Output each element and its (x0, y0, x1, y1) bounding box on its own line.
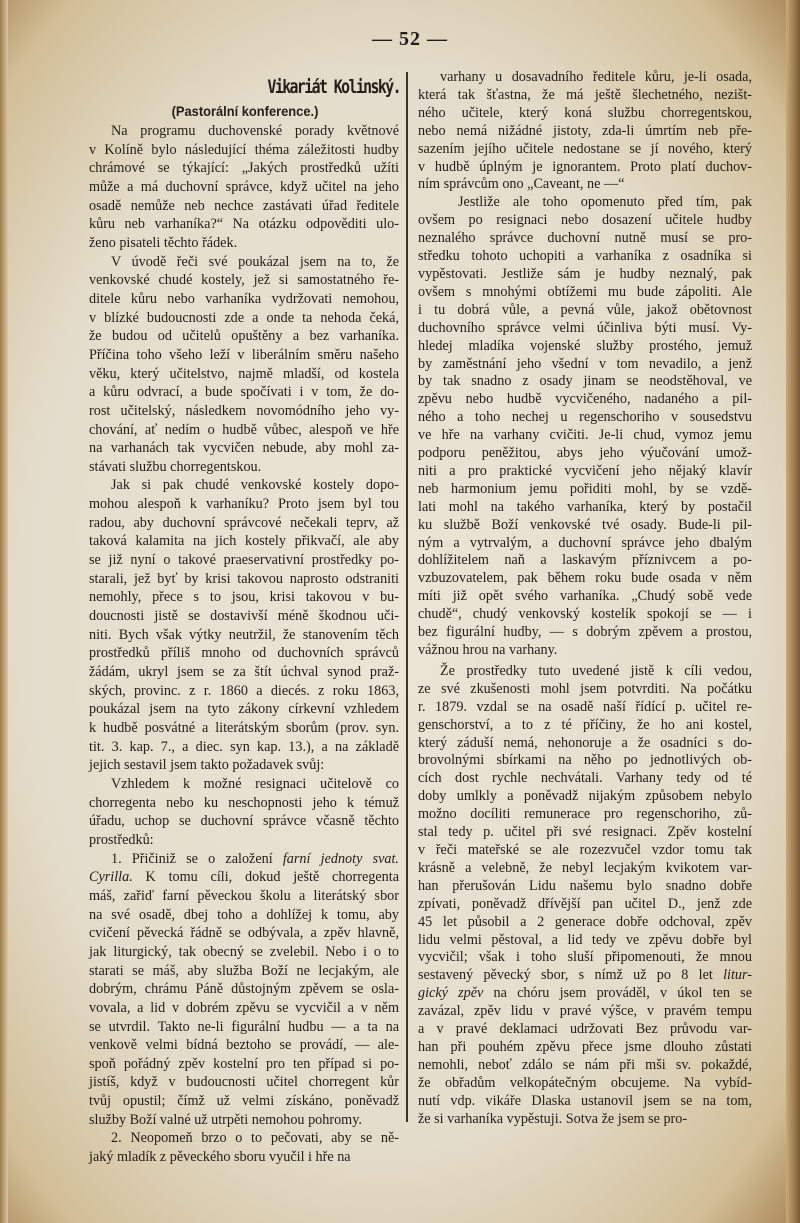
text-line: k hudbě posvátné a literátským sborům (prov. syn. (89, 720, 399, 736)
text-line: sazením jejího učitele nedostane se jí nového, který (418, 140, 752, 157)
text-line: v řeči mateřské se ale rozezvučel vzdor tomu tak (418, 841, 752, 858)
text-line: cích dost rychle nechvátali. Varhany tedy od té (418, 770, 752, 787)
text-line: brovolnými sbírkami na něho po jednotlivých ob- (418, 752, 752, 769)
text-line: spoň pořádný zpěv kostelní pro ten případ si po- (89, 1055, 399, 1072)
text-line: duchovního správce velmi účinliva býti musí. Vy- (418, 319, 752, 336)
text-line: Že prostředky tuto uvedené jistě k cíli vedou, (440, 662, 752, 679)
text-line: prostředků: (89, 831, 154, 848)
text-line: neznalého správce duchovní nutně musí se pro- (418, 230, 752, 247)
text-line: která tak šťastna, že má ještě šlechetného, nezišt- (418, 86, 752, 103)
text-line: ženo pisateli těchto řádek. (89, 234, 238, 251)
text-line: že si varhaníka vypěstuji. Sotva že jsem se pro- (418, 1110, 688, 1127)
text-line: středku tohoto uchopiti a varhaníka z osadníka si (418, 248, 752, 265)
text-line: jejich sestavil jsem takto požadavek svůj: (89, 757, 325, 774)
page-edge-left (0, 0, 8, 1223)
paragraph (89, 775, 399, 850)
text-line: chorregenta nebo ku neschopnosti jeho k témuž (89, 794, 399, 811)
text-line: máš, zařiď farní pěveckou školu a literátský sbor (89, 887, 399, 904)
text-line: nemohli, neboť zdálo se nám při mši sv. pokaždé, (418, 1056, 752, 1073)
text-line: se utvrdil. Takto ne-li figurální hudbu — a ta na (89, 1018, 399, 1035)
text-line: lati mohl na takého varhaníka, který by postačil (418, 498, 752, 515)
text-line: zpěvu nebo hudbě vycvičeného, nadaného a pil- (418, 391, 752, 408)
article-title: Vikariát Kolinský. (267, 76, 400, 98)
text-line: jaký mladík z pěveckého sboru vyučil i hře na (89, 1149, 351, 1166)
text-line: dohlížitelem naň a laskavým příznivcem a po- (418, 552, 752, 569)
text-line: míti již opět svého varhaníka. „Chudý sobě vede (418, 588, 752, 605)
paragraph (89, 122, 399, 253)
text-line: vzbuzovatelem, pak během roku bude osada v něm (418, 570, 752, 587)
text-line: i tu dobrá vůle, a pevná vůle, jakož obětovnost (418, 301, 752, 318)
text-line: by tak snadno z osady jinam se neodstěhoval, ve (418, 373, 752, 390)
text-line: věku, který učitelstvo, najmě mladší, od kostela (89, 365, 399, 382)
text-line: ve hře na varhany cvičiti. Je-li chud, vymoz jemu (418, 427, 752, 444)
text-line: V úvodě řeči své poukázal jsem na to, že (111, 253, 399, 270)
text-line: venkovské chudé kostely, jež si samostatného ře- (89, 272, 399, 289)
text-line: ovšem po resignaci nebo dosazení učitele hudby (418, 212, 752, 229)
text-line: ním správcům ono „Caveant, ne —“ (418, 176, 625, 193)
text-line: han při pouhém zpěvu přece jsme dlouho zůstati (418, 1038, 752, 1055)
text-line: starali, jež byť by krisi takovou naprosto odstraniti (89, 570, 399, 587)
text-line: že budou od učitelů opuštěny a bez varhaníka. (89, 328, 399, 345)
text-line: varhany u dosavadního ředitele kůru, je-li osada, (440, 69, 752, 85)
text-line: r. 1879. vzdal se na osadě naší řídící p. učitel re- (418, 698, 752, 715)
text-line: chrámové se týkající: „Jakých prostředků užíti (89, 160, 399, 177)
text-line: Cyrilla. K tomu cíli, dokud ještě chorregenta (89, 869, 399, 886)
right-column (418, 69, 752, 1128)
article-subtitle: (Pastorální konference.) (171, 103, 319, 119)
text-line: zpívati, poněvadž dřívější pan učitel D., jenž zde (418, 895, 752, 912)
text-line: na své osadě, dbej toho a dohlížej k tomu, aby (89, 906, 399, 923)
text-line: v hudbě úplným je ignorantem. Proto platí duchov- (418, 158, 752, 175)
paragraph (418, 663, 752, 1129)
text-line: nebo nemá nižádné jistoty, zda-li úmrtím neb pře- (418, 122, 752, 139)
text-line: služby Boží valné už utrpěti nemohou pohromy. (89, 1111, 362, 1128)
text-line: starati se máš, aby služba Boží ne lecjakým, ale (89, 962, 399, 979)
text-line: doucnosti jistě se dostavivší méně škodnou uči- (89, 608, 399, 625)
text-line: stal tedy p. učitel při své resignaci. Zpěv kostelní (418, 824, 752, 841)
paragraph (89, 253, 399, 477)
text-line: niti. Bych však výtky neutržil, že stanovením těch (89, 626, 399, 643)
text-line: kůru neb varhaníka?“ Na otázku odpověditi ulo- (89, 216, 399, 233)
paragraph (418, 69, 752, 194)
text-line: dobrým, chrámu Páně důstojným zpěvem se osla- (89, 981, 399, 998)
text-line: zavázal, zpěv lidu v pravé výšce, v pravém tempu (418, 1003, 752, 1020)
text-line: cvičení pěvecká řádně se odbývala, a zpěv hlavně, (89, 925, 399, 942)
column-divider (406, 72, 408, 1122)
text-line: žádám, ukryl jsem se za štít úchval synod praž- (89, 664, 399, 681)
text-line: že obřadům velkopátečným obcujeme. Na vybíd- (418, 1074, 752, 1091)
text-line: venkově velmi bídná beztoho se provádí, — ale- (89, 1037, 399, 1054)
text-line: neb harmonium jemu pořiditi mohl, by se vzdě- (418, 480, 752, 497)
text-line: hledej mladíka vojenské služby prostého, jemuž (418, 337, 752, 354)
text-line: sestavený pěvecký sbor, s nímž už po 8 let litur- (418, 967, 752, 984)
text-line: vážnou hrou na varhany. (418, 642, 558, 658)
text-line: genschorství, a to z té příčiny, že ho ani kostel, (418, 716, 752, 733)
text-line: mohou alespoň k varhaníku? Proto jsem byl tou (89, 496, 399, 513)
text-line: Jestliže ale toho opomenuto před tím, pak (458, 194, 752, 211)
text-line: možno docíliti remunerace pro regenschoriho, zů- (418, 806, 752, 823)
text-line: doby umlkly a poněvadž nijakým způsobem nebylo (418, 788, 752, 805)
text-line: niti a pro praktické vycvičení jeho nějaký klavír (418, 462, 752, 479)
text-line: se již nyní o takové praeservativní prostředky po- (89, 552, 399, 569)
text-line: vypěstovati. Jestliže sám je hudby neznalý, pak (418, 265, 752, 282)
text-line: ným a vytrvalým, a duchovní správce jeho dbalým (418, 534, 752, 551)
text-line: podporu peněžitou, abys jeho výučování umož- (418, 445, 752, 462)
text-line: ovšem s mnohými obtížemi mu bude zápoliti. Ale (418, 283, 752, 300)
text-line: taková kalamita na jich kostely přikvačí, ale aby (89, 533, 399, 550)
text-line: může a má duchovní správce, když učitel na jeho (89, 178, 399, 195)
text-line: han přerušován Lidu našemu bylo snadno dobře (418, 877, 752, 894)
text-line: poukázal jsem na tyto zákony církevní vzhledem (89, 701, 399, 718)
text-line: a v pravé deklamaci udržovati Bez průvodu var- (418, 1021, 752, 1038)
text-line: ku službě Boží venkovské tvé osady. Bude-li pil- (418, 516, 752, 533)
text-line: Vzhledem k možné resignaci učitelově co (111, 775, 399, 792)
left-column (89, 122, 399, 1167)
text-line: nemohly, přece s to jsou, krisi takovou v bu- (89, 589, 399, 606)
text-line: jistíš, když v budoucnosti učitel chorregent kůr (89, 1074, 399, 1091)
text-line: ských, provinc. z r. 1860 a diecés. z roku 1863, (89, 682, 399, 699)
text-line: tvůj opustil; čímž už velmi získáno, poněvadž (89, 1093, 399, 1110)
paragraph (89, 850, 399, 1130)
text-line: ze své zkušenosti mohl jsem potvrditi. Na počátku (418, 680, 752, 697)
text-line: v blízké budoucnosti zde a onde ta nehoda čeká, (89, 309, 399, 326)
text-line: Příčina toho všeho leží v liberálním směru našeho (89, 346, 399, 363)
text-line: bez figurální hudby, — s dobrým zpěvem a prostou, (418, 624, 752, 641)
text-line: chudě“, chudý venkovský kostelík spokojí se — i (418, 606, 752, 623)
page-number: — 52 — (372, 28, 448, 50)
text-line: úřadu, uchop se duchovní správce včasně těchto (89, 813, 399, 830)
text-line: osadě nemůže neb nechce zastávati úřad ředitele (89, 197, 399, 214)
text-line: rost učitelský, následkem novomódního jeho vy- (89, 402, 399, 419)
text-line: tit. 3. kap. 7., a diec. syn kap. 13.), a na základě (89, 738, 399, 755)
text-line: vovala, a lid v dobrém zpěvu se vycvičil a v něm (89, 999, 399, 1016)
text-line: 45 let působil a 2 generace dobře odchoval, zpěv (418, 913, 752, 930)
text-line: jak liturgický, tak obecný se zvelebil. Nebo i o to (89, 943, 399, 960)
page-edge-right (786, 0, 800, 1223)
text-line: radou, aby duchovní správcové nečekali teprv, až (89, 514, 399, 531)
text-line: nutí vdp. vikáře Dlaska ustanovil jsem se na tom, (418, 1092, 752, 1109)
text-line: Na programu duchovenské porady květnové (111, 123, 399, 139)
text-line: Jak si pak chudé venkovské kostely dopo- (111, 477, 399, 494)
text-line: stávati službu chorregentskou. (89, 458, 262, 475)
text-line: na varhanách tak vycvičen nebude, aby mohl za- (89, 440, 399, 457)
paragraph (418, 194, 752, 660)
text-line: vycvičil; však i toho sluší připomenouti, že mnou (418, 949, 752, 966)
text-line: prostředků příliš mnoho od duchovních správců (89, 645, 399, 662)
text-line: lidu velmi pěstoval, a lid tedy ve zpěvu dobře byl (418, 931, 752, 948)
text-line: ného a toho nechej u regenschoriho v sousedstvu (418, 409, 752, 426)
text-line: ditele kůru nebo varhaníka vydržovati nemohou, (89, 290, 399, 307)
text-line: v Kolíně bylo následující théma záležitosti hudby (89, 141, 399, 158)
text-line: a kůru odvrací, a bude spočívati i v tom, že do- (89, 384, 399, 401)
text-line: 2. Neopomeň brzo o to pečovati, aby se ně- (111, 1130, 399, 1147)
paragraph (89, 1129, 399, 1166)
text-line: by zaměstnání jeho všední v tom nevadilo, a jenž (418, 355, 752, 372)
text-line: ného učitele, který koná službu chorregentskou, (418, 104, 752, 121)
text-line: který záduší nemá, nehonoruje a že osadníci s do- (418, 734, 752, 751)
text-line: krásně a velebně, že nebyl lecjakým kvikotem var- (418, 859, 752, 876)
paragraph (89, 476, 399, 775)
text-line: 1. Přičiniž se o založení farní jednoty svat. (111, 850, 399, 867)
text-line: chování, ať nedím o hudbě vůbec, alespoň ve hře (89, 421, 399, 438)
text-line: gický zpěv na chóru jsem prováděl, v úkol ten se (418, 985, 752, 1002)
